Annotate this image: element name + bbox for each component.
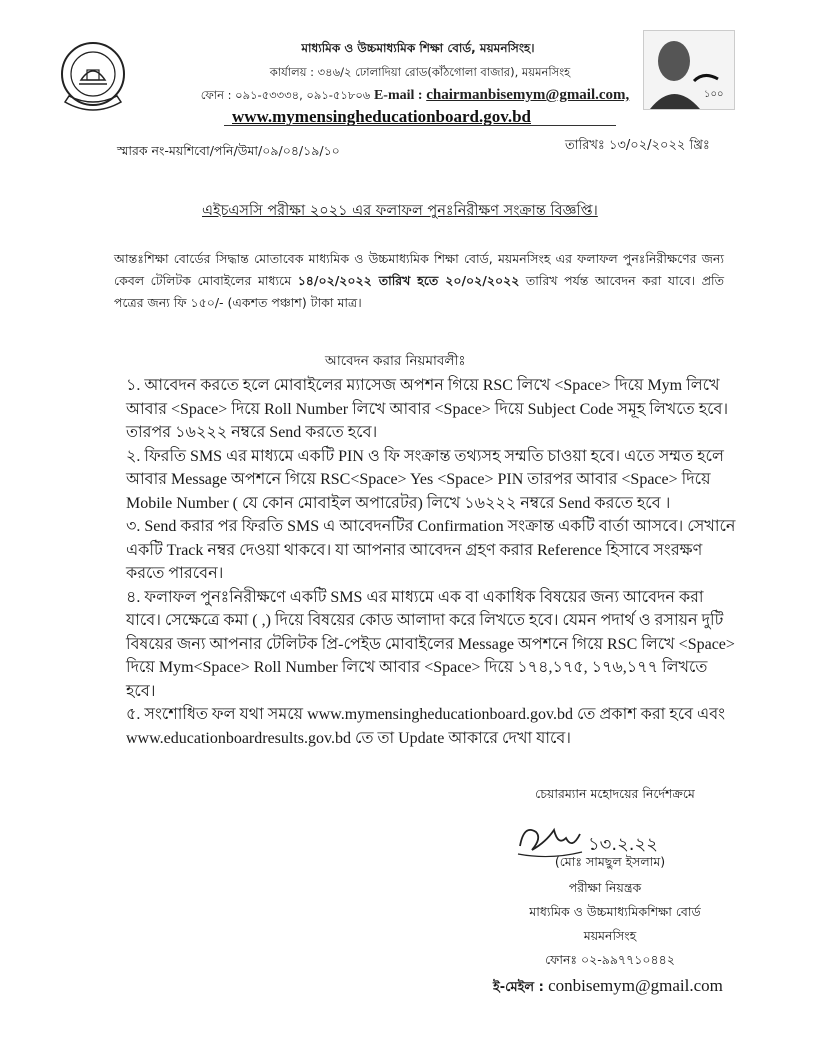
signatory-board: মাধ্যমিক ও উচ্চমাধ্যমিকশিক্ষা বোর্ড	[529, 904, 701, 919]
signatory-designation: পরীক্ষা নিয়ন্ত্রক	[568, 880, 642, 895]
rule-item-1: ১. আবেদন করতে হলে মোবাইলের ম্যাসেজ অপশন গিয়ে RSC লিখে <Space> দিয়ে Mym লিখে আবার <Space> দিয়ে Roll Number লিখে আবার <Space> দিয়ে Subject Code সমূহ লিখতে হবে। তারপর ১৬২২২ নম্বরে Send করতে হবে।	[126, 377, 729, 441]
signatory-city: ময়মনসিংহ	[583, 928, 637, 943]
rule-item-5: ৫. সংশোধিত ফল যথা সময়ে www.mymensingheducationboard.gov.bd তে প্রকাশ করা হবে এবং www.educationboardresults.gov.bd তে তা Update আকারে দেখা যাবে।	[126, 706, 726, 747]
signatory-name: (মোঃ সামছুল ইসলাম)	[554, 854, 666, 869]
rule-item-4: ৪. ফলাফল পুনঃনিরীক্ষণে একটি SMS এর মাধ্যমে এক বা একাধিক বিষয়ের জন্য আবেদন করা যাবে। সেক্ষেত্রে কমা ( ,) দিয়ে বিষয়ের কোড আলাদা করে লিখতে হবে। যেমন পদার্থ ও রসায়ন দুটি বিষয়ের জন্য আপনার টেলিটক প্রি-পেইড মোবাইলের Message অপশনে গিয়ে RSC লিখে <Space> দিয়ে Mym<Space> Roll Number লিখে আবার <Space> দিয়ে ১৭৪,১৭৫, ১৭৬,১৭৭ লিখতে হবে।	[126, 588, 735, 700]
signature-date: ১৩.২.২২	[588, 834, 658, 855]
intro-paragraph	[114, 248, 724, 314]
mujib-borsho-portrait-icon	[643, 30, 735, 110]
email-label: E-mail :	[373, 88, 423, 103]
intro-text-2: তারিখ পর্যন্ত আবেদন করা যাবে। প্রতি পত্রের জন্য ফি ১৫০/- (একশত পঞ্চাশ) টাকা মাত্র।	[114, 273, 724, 310]
signatory-email-line	[493, 976, 723, 999]
order-line: চেয়ারম্যান মহোদয়ের নির্দেশক্রমে	[535, 786, 695, 801]
svg-text:১০০: ১০০	[704, 89, 724, 100]
intro-text-1: আন্তঃশিক্ষা বোর্ডের সিদ্ধান্ত মোতাবেক মাধ্যমিক ও উচ্চমাধ্যমিক শিক্ষা বোর্ড, ময়মনসিংহ এর ফলাফল পুনঃনিরীক্ষণের জন্য কেবল টেলিটক মোবাইলের মাধ্যমে	[114, 251, 724, 288]
office-address: কার্যালয় : ৩৪৬/২ ঢোলাদিয়া রোড(কাঁঠগোলা বাজার), ময়মনসিংহ	[269, 65, 571, 79]
board-name: মাধ্যমিক ও উচ্চমাধ্যমিক শিক্ষা বোর্ড, ময়মনসিংহ।	[301, 41, 535, 55]
rules-heading: আবেদন করার নিয়মাবলীঃ	[325, 353, 466, 369]
signatory-email-link[interactable]: conbisemym@gmail.com	[548, 976, 723, 995]
header-divider	[224, 125, 616, 126]
issue-date: তারিখঃ ১৩/০২/২০২২ খ্রিঃ	[565, 138, 710, 153]
rules-list	[126, 374, 738, 750]
signatory-email-label: ই-মেইল :	[493, 980, 544, 995]
notice-subject: এইচএসসি পরীক্ষা ২০২১ এর ফলাফল পুনঃনিরীক্ষণ সংক্রান্ত বিজ্ঞপ্তি।	[202, 203, 598, 219]
rule-item-3: ৩. Send করার পর ফিরতি SMS এ আবেদনটির Confirmation সংক্রান্ত একটি বার্তা আসবে। সেখানে একটি Track নম্বর দেওয়া থাকবে। যা আপনার আবেদন গ্রহণ করার Reference হিসাবে সংরক্ষণ করতে পারবেন।	[126, 518, 736, 582]
contact-line	[195, 87, 635, 106]
board-seal-icon	[57, 40, 129, 118]
memo-number: স্মারক নং-ময়শিবো/পনি/উমা/০৯/০৪/১৯/১০	[117, 143, 340, 158]
signatory-phone: ফোনঃ ০২-৯৯৭৭১০৪৪২	[545, 952, 675, 967]
board-email-link[interactable]: chairmanbisemym@gmail.com,	[426, 87, 630, 103]
rule-item-2: ২. ফিরতি SMS এর মাধ্যমে একটি PIN ও ফি সংক্রান্ত তথ্যসহ সম্মতি চাওয়া হবে। এতে সম্মত হলে আবার Message অপশনে গিয়ে RSC<Space> Yes <Space> PIN তারপর আবার <Space> দিয়ে Mobile Number ( যে কোন মোবাইল অপারেটর) লিখে ১৬২২২ নম্বরে Send করতে হবে ।	[126, 447, 724, 512]
phone-numbers: ফোন : ০৯১-৫৩৩৩৪, ০৯১-৫১৮০৬	[200, 88, 371, 102]
board-website-link[interactable]: www.mymensingheducationboard.gov.bd	[232, 107, 531, 126]
intro-bold-dates: ১৪/০২/২০২২ তারিখ হতে ২০/০২/২০২২	[297, 273, 520, 288]
